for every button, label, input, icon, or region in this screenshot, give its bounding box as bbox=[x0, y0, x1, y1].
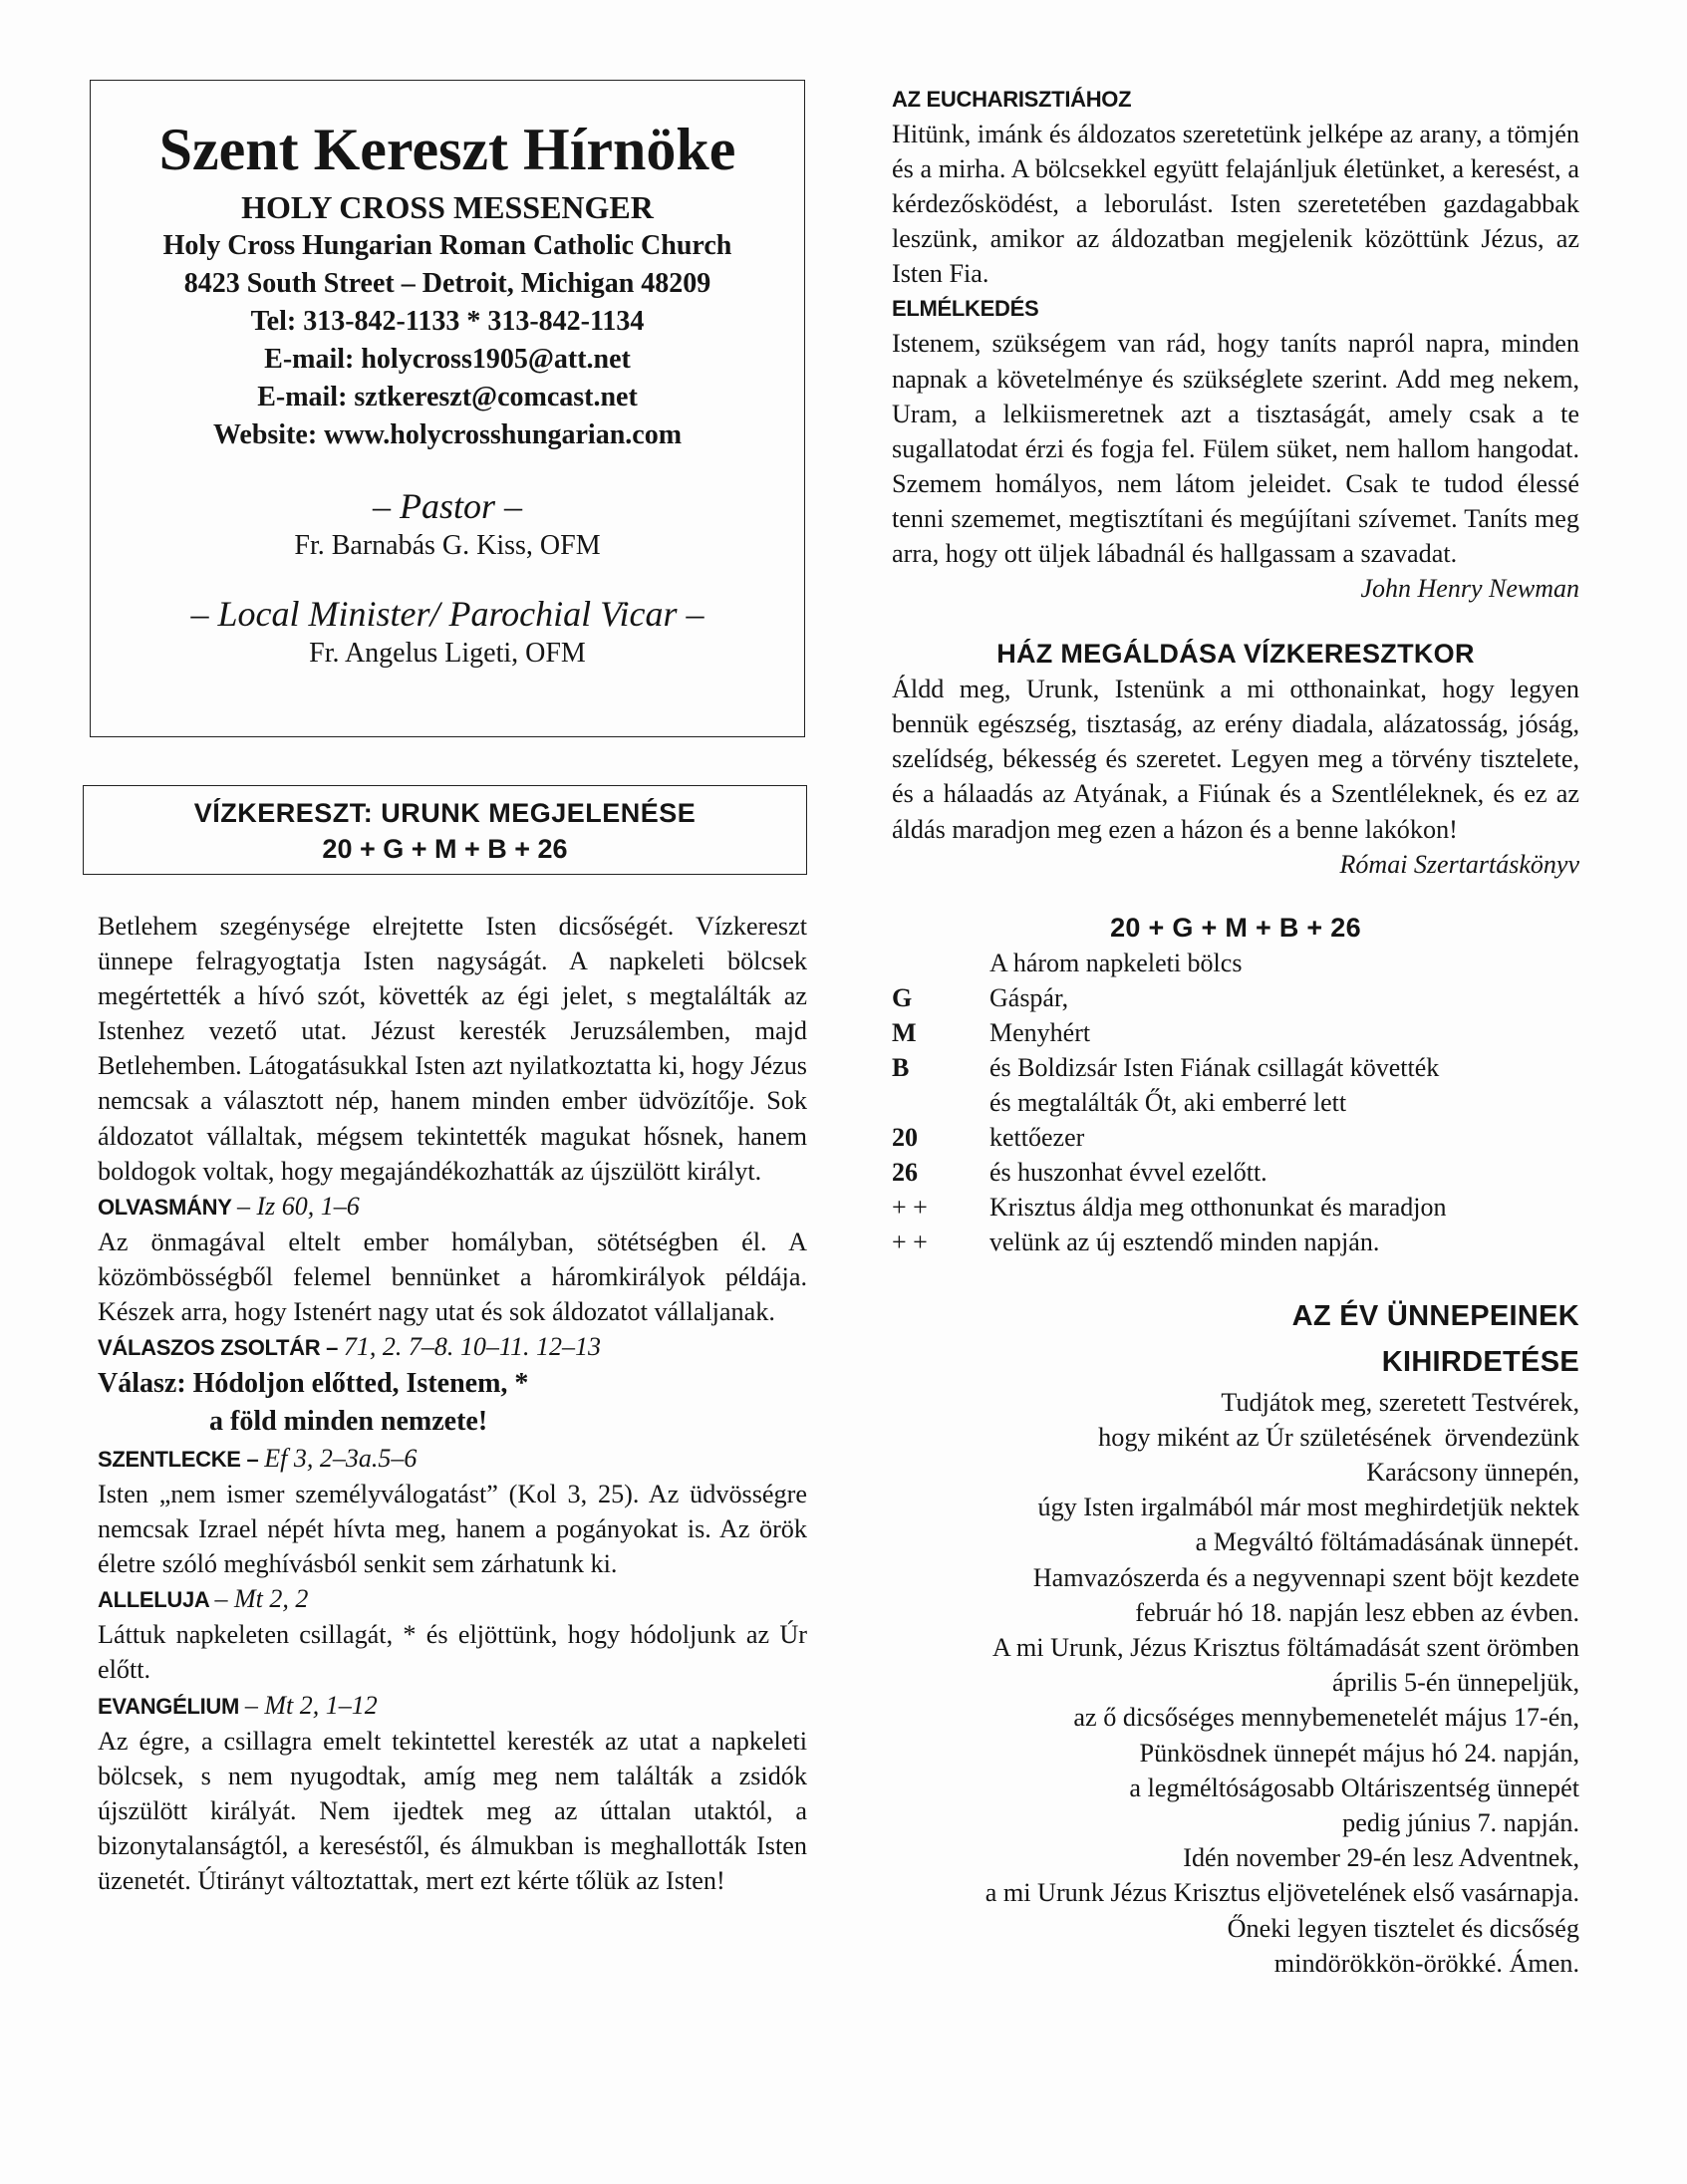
announcement-line: Hamvazószerda és a negyvennapi szent böjt kezdete bbox=[1032, 1562, 1579, 1592]
church-email-1: E-mail: holycross1905@att.net bbox=[264, 344, 631, 375]
eucharist-heading: AZ EUCHARISZTIÁHOZ bbox=[892, 87, 1132, 112]
meditation-author: John Henry Newman bbox=[1360, 574, 1579, 604]
formula-list-row bbox=[892, 980, 1579, 1015]
gospel-ref: – Mt 2, 1–12 bbox=[244, 1690, 378, 1720]
masthead-box bbox=[90, 80, 805, 737]
announcement-line: hogy miként az Úr születésének örvendezünk bbox=[1098, 1422, 1579, 1452]
formula-list-text: Gáspár, bbox=[989, 982, 1069, 1012]
announcement-heading-line-2: KIHIRDETÉSE bbox=[1381, 1345, 1579, 1378]
announcement-line: a mi Urunk Jézus Krisztus eljövetelének első vasárnapja. bbox=[984, 1878, 1579, 1908]
reading2-heading bbox=[98, 1441, 807, 1477]
formula-list-text: velünk az új esztendő minden napján. bbox=[989, 1227, 1380, 1256]
alleluia-ref: – Mt 2, 2 bbox=[214, 1584, 309, 1614]
formula-list-key: + + bbox=[892, 1192, 928, 1222]
formula-list-key: + + bbox=[892, 1227, 928, 1256]
masthead-subtitle: HOLY CROSS MESSENGER bbox=[241, 189, 654, 225]
reading1-label: OLVASMÁNY bbox=[98, 1194, 232, 1220]
reading2-label: SZENTLECKE – bbox=[98, 1447, 259, 1473]
formula-list-text: A három napkeleti bölcs bbox=[989, 948, 1243, 977]
reading1-text: Az önmagával eltelt ember homályban, sötétségben él. A közömbösségből felemel bennünket a háromkirályok példája. Készek arra, hogy Istenért nagy utat és sok áldozatot vállaljanak. bbox=[98, 1227, 807, 1326]
formula-list-key: M bbox=[892, 1017, 917, 1047]
announcement-lines bbox=[892, 1385, 1579, 1981]
announcement-line: a legméltóságosabb Oltáriszentség ünnepét bbox=[1129, 1773, 1579, 1802]
gospel-text: Az égre, a csillagra emelt tekintettel keresték az utat a napkeleti bölcsek, s nem nyugodtak, amíg meg nem találták a zsidók újszülött királyát. Nem ijedtek meg az úttalan utaktól, a bizonytalanságtól, a kereséstől, és álmukban is meghallották Isten üzenetét. Útirányt változtattak, mert ezt kérte tőlük az Isten! bbox=[98, 1726, 807, 1895]
house-blessing-text: Áldd meg, Urunk, Istenünk a mi otthonainkat, hogy legyen bennük egészség, tisztaság, az erény diadala, alázatosság, jóság, szelídség, békesség és szeretet. Legyen meg a törvény tisztelete, és a hálaadás az Atyának, a Fiúnak és a Szentléleknek, és ez az áldás maradjon meg ezen a házon és a benne lakókon! bbox=[892, 675, 1579, 844]
left-column bbox=[98, 909, 807, 1898]
announcement-line: február hó 18. napján lesz ebben az évben. bbox=[1135, 1597, 1579, 1627]
vicar-name: Fr. Angelus Ligeti, OFM bbox=[309, 638, 586, 669]
pastor-role: – Pastor – bbox=[372, 486, 522, 526]
formula-list-row bbox=[892, 946, 1579, 980]
formula-list-row bbox=[892, 1155, 1579, 1190]
formula-list-row bbox=[892, 1085, 1579, 1120]
announcement-line: a Megváltó föltámadásának ünnepét. bbox=[1195, 1527, 1579, 1557]
formula-list-row bbox=[892, 1120, 1579, 1155]
formula-list-key bbox=[892, 946, 989, 980]
meditation-heading: ELMÉLKEDÉS bbox=[892, 296, 1039, 322]
church-phone: Tel: 313-842-1133 * 313-842-1134 bbox=[250, 306, 645, 337]
announcement-line: mindörökkön-örökké. Ámen. bbox=[1273, 1948, 1579, 1978]
reading1-ref: – Iz 60, 1–6 bbox=[237, 1191, 360, 1221]
feast-title: VÍZKERESZT: URUNK MEGJELENÉSE bbox=[193, 798, 697, 828]
announcement-heading bbox=[892, 1293, 1579, 1385]
eucharist-text: Hitünk, imánk és áldozatos szeretetünk jelképe az arany, a tömjén és a mirha. A bölcsekkel együtt felajánljuk életünket, a keresést, a kérdezősködést, a leborulást. Isten szeretetében gazdagabbak leszünk, amikor az áldozatban megjelenik közöttünk Jézus, az Isten Fia. bbox=[892, 120, 1579, 289]
masthead-title: Szent Kereszt Hírnöke bbox=[158, 117, 736, 182]
pastor-name: Fr. Barnabás G. Kiss, OFM bbox=[294, 530, 601, 561]
alleluia-text: Láttuk napkeleten csillagát, * és eljöttünk, hogy hódoljunk az Úr előtt. bbox=[98, 1620, 807, 1685]
reading2-text: Isten „nem ismer személyválogatást” (Kol 3, 25). Az üdvösségre nemcsak Izrael népét hívta meg, hanem a pogányokat is. Az örök életre szóló meghívásból senkit sem zárhatunk ki. bbox=[98, 1480, 807, 1579]
church-email-2: E-mail: sztkereszt@comcast.net bbox=[257, 382, 638, 412]
formula-list-text: és megtalálták Őt, aki emberré lett bbox=[989, 1087, 1347, 1117]
formula-list-text: Krisztus áldja meg otthonunkat és maradjon bbox=[989, 1192, 1447, 1222]
announcement-line: pedig június 7. napján. bbox=[1342, 1808, 1579, 1838]
gospel-label: EVANGÉLIUM bbox=[98, 1693, 240, 1719]
house-blessing-source: Római Szertartáskönyv bbox=[1339, 849, 1579, 879]
formula-list-text: és Boldizsár Isten Fiának csillagát követték bbox=[989, 1052, 1440, 1082]
formula-list bbox=[892, 946, 1579, 1259]
formula-list-heading: 20 + G + M + B + 26 bbox=[1110, 912, 1361, 943]
formula-list-text: kettőezer bbox=[989, 1122, 1085, 1152]
psalm-heading bbox=[98, 1329, 807, 1365]
formula-list-key: 20 bbox=[892, 1122, 918, 1152]
church-address: 8423 South Street – Detroit, Michigan 48209 bbox=[183, 268, 711, 299]
formula-list-row bbox=[892, 1190, 1579, 1225]
alleluia-heading bbox=[98, 1581, 807, 1617]
formula-list-text: Menyhért bbox=[989, 1017, 1091, 1047]
formula-list-row bbox=[892, 1015, 1579, 1050]
formula-list-text: és huszonhat évvel ezelőtt. bbox=[989, 1157, 1267, 1187]
church-website: Website: www.holycrosshungarian.com bbox=[212, 419, 683, 450]
announcement-heading-line-1: AZ ÉV ÜNNEPEINEK bbox=[1291, 1299, 1579, 1332]
announcement-line: Idén november 29-én lesz Adventnek, bbox=[1183, 1843, 1579, 1873]
announcement-line: Őneki legyen tisztelet és dicsőség bbox=[1227, 1913, 1579, 1943]
meditation-text: Istenem, szükségem van rád, hogy taníts napról napra, minden napnak a követelménye és szükséglete szerint. Add meg nekem, Uram, a lelkiismeretnek azt a tisztaságát, amely csak a te sugallatodat érzi és fogja fel. Fülem süket, nem hallom hangodat. Szemem homályos, nem látom jeleidet. Csak te tudod élessé tenni szememet, megtisztítani és megújítani szívemet. Taníts meg arra, hogy ott üljek lábadnál és hallgassam a szavadat. bbox=[892, 329, 1579, 569]
formula-list-key: B bbox=[892, 1052, 910, 1082]
right-column bbox=[892, 82, 1579, 1981]
announcement-line: Pünkösdnek ünnepét május hó 24. napján, bbox=[1139, 1738, 1579, 1768]
psalm-label: VÁLASZOS ZSOLTÁR – bbox=[98, 1335, 339, 1361]
announcement-line: Tudjátok meg, szeretett Testvérek, bbox=[1221, 1387, 1579, 1417]
announcement-line: Karácsony ünnepén, bbox=[1366, 1458, 1579, 1487]
formula-list-key: 26 bbox=[892, 1157, 918, 1187]
psalm-response-line-1: Válasz: Hódoljon előtted, Istenem, * bbox=[98, 1368, 529, 1400]
feast-title-box bbox=[83, 785, 807, 875]
feast-formula: 20 + G + M + B + 26 bbox=[322, 834, 568, 864]
announcement-line: úgy Isten irgalmából már most meghirdetjük nektek bbox=[1037, 1493, 1579, 1522]
psalm-response-line-2: a föld minden nemzete! bbox=[209, 1406, 488, 1438]
reading2-ref: Ef 3, 2–3a.5–6 bbox=[264, 1444, 418, 1474]
alleluia-label: ALLELUJA bbox=[98, 1587, 209, 1613]
announcement-line: április 5-én ünnepeljük, bbox=[1332, 1668, 1579, 1698]
announcement-line: az ő dicsőséges mennybemenetelét május 17-én, bbox=[1073, 1703, 1579, 1733]
reading1-heading bbox=[98, 1189, 807, 1225]
formula-list-key bbox=[892, 1085, 989, 1120]
formula-list-row bbox=[892, 1225, 1579, 1259]
psalm-ref: 71, 2. 7–8. 10–11. 12–13 bbox=[343, 1332, 601, 1362]
gospel-heading bbox=[98, 1688, 807, 1724]
house-blessing-heading: HÁZ MEGÁLDÁSA VÍZKERESZTKOR bbox=[996, 639, 1475, 670]
vicar-role: – Local Minister/ Parochial Vicar – bbox=[190, 594, 704, 634]
formula-list-row bbox=[892, 1050, 1579, 1085]
formula-list-key: G bbox=[892, 982, 913, 1012]
church-name: Holy Cross Hungarian Roman Catholic Church bbox=[162, 230, 732, 261]
intro-paragraph: Betlehem szegénysége elrejtette Isten dicsőségét. Vízkereszt ünnepe felragyogtatja Isten nagyságát. A napkeleti bölcsek megértették a hívó szót, követték az égi jelet, s megtalálták az Istenhez vezető utat. Jézust keresték Jeruzsálemben, majd Betlehemben. Látogatásukkal Isten azt nyilatkoztatta ki, hogy Jézus nemcsak a választott nép, hanem minden ember üdvözítője. Sok áldozatot vállaltak, mégsem tekintették magukat hősnek, hanem boldogok voltak, hogy megajándékozhatták az újszülött királyt. bbox=[98, 912, 807, 1186]
announcement-line: A mi Urunk, Jézus Krisztus föltámadását szent örömben bbox=[991, 1633, 1579, 1663]
